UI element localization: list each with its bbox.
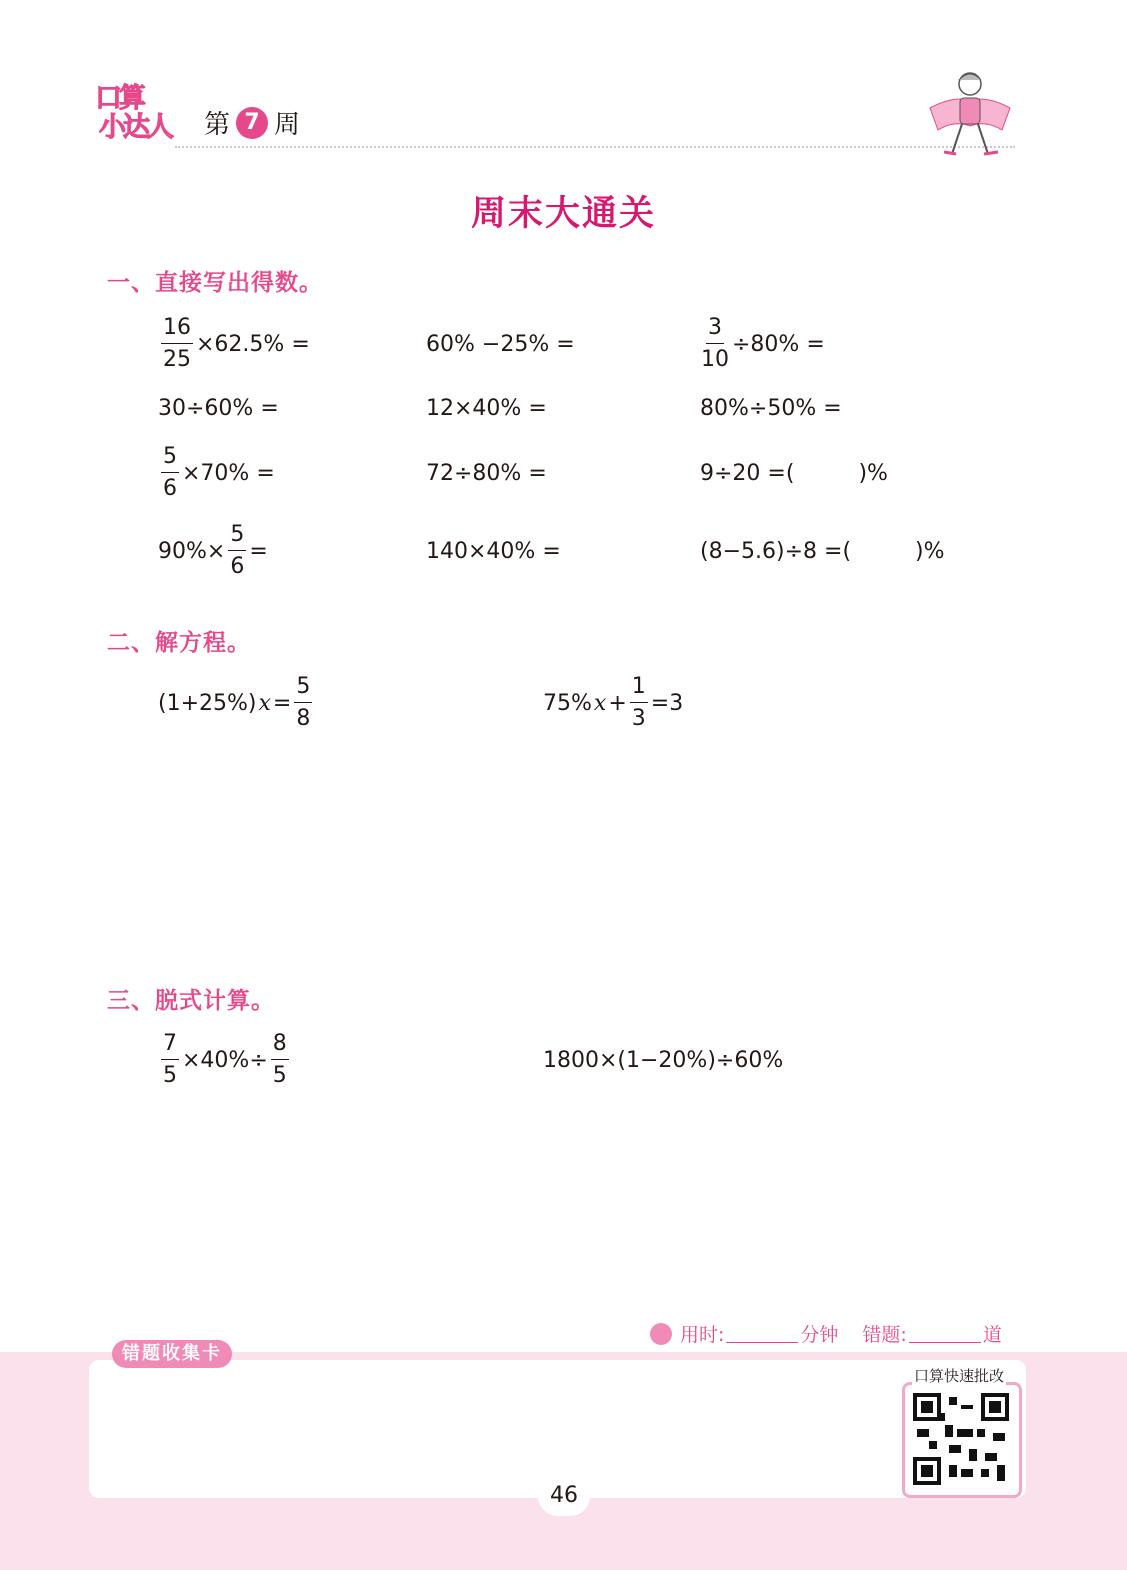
equation-operator: + [608,690,627,716]
fraction [630,676,648,730]
logo-line1: 口算 [95,83,143,114]
expression-text: = [249,538,268,564]
errors-label: 错题: [862,1324,907,1346]
problem-4-3 [700,521,945,581]
expression-text: 140×40% = [426,538,561,564]
fraction [161,1033,179,1087]
week-prefix: 第 [204,110,231,140]
expression-text: ÷80% = [732,331,825,357]
expression-head: 90%× [158,538,226,564]
expression-text: 9÷20 =( [700,460,795,486]
time-unit: 分钟 [800,1324,839,1346]
numerator: 5 [228,524,246,551]
expression-tail: )% [858,460,888,486]
expression-text: 30÷60% = [158,395,279,421]
fraction [161,317,193,371]
fraction [161,446,179,500]
calculation-2 [543,1030,783,1090]
expression-text: 60% −25% = [426,331,575,357]
problem-2-3 [700,378,842,438]
numerator: 5 [161,446,179,473]
fraction [228,524,246,578]
calculation-1 [158,1030,292,1090]
equation-tail: =3 [650,690,684,716]
week-number-badge: 7 [236,107,268,139]
numerator: 1 [630,676,648,703]
errors-unit: 道 [982,1324,1002,1346]
expression-text: ×70% = [182,460,275,486]
section3-heading: 三、脱式计算。 [107,988,275,1014]
fraction [701,317,729,371]
page-title: 周末大通关 [470,194,656,234]
denominator: 3 [631,706,646,731]
stopwatch-icon [650,1323,672,1345]
numerator: 7 [161,1033,179,1060]
time-label: 用时: [680,1324,725,1346]
qr-code-caption: 口算快速批改 [914,1367,1005,1385]
fraction [294,676,312,730]
equation-head: (1+25%) [158,690,257,716]
expression-text: 80%÷50% = [700,395,842,421]
problem-3-1 [158,443,275,503]
week-suffix: 周 [274,110,301,140]
numerator: 16 [161,317,193,344]
logo [95,84,179,150]
equation-1 [158,673,315,733]
qr-code-icon [913,1393,1009,1485]
expression-text: 72÷80% = [426,460,547,486]
error-card-label: 错题收集卡 [112,1340,232,1368]
qr-code-frame[interactable] [902,1382,1022,1498]
denominator: 8 [296,706,311,731]
problem-3-3 [700,443,888,503]
errors-input-line[interactable] [909,1324,981,1343]
denominator: 5 [272,1063,287,1088]
equation-2 [543,673,683,733]
denominator: 10 [701,347,729,372]
expression-text: 12×40% = [426,395,547,421]
denominator: 5 [163,1063,177,1088]
variable-x: x [258,690,271,716]
fraction [271,1033,289,1087]
denominator: 6 [230,554,245,579]
problem-1-3 [698,314,825,374]
problem-2-2 [426,378,547,438]
problem-3-2 [426,443,547,503]
expression-text: (8−5.6)÷8 =( [700,538,852,564]
problem-1-1 [158,314,310,374]
problem-4-2 [426,521,561,581]
superhero-mascot-icon [922,68,1018,160]
section1-heading: 一、直接写出得数。 [107,270,323,296]
time-input-line[interactable] [726,1324,798,1343]
problem-1-2 [426,314,575,374]
section2-heading: 二、解方程。 [107,630,251,656]
header-dotted-rule [175,146,1015,148]
denominator: 25 [163,347,191,372]
calculation-text: 1800×(1−20%)÷60% [543,1047,784,1073]
problem-2-1 [158,378,279,438]
problem-4-1 [158,521,268,581]
numerator: 8 [271,1033,289,1060]
equation-operator: = [272,690,292,716]
numerator: 5 [294,676,312,703]
denominator: 6 [163,476,177,501]
time-and-errors-row [650,1320,1002,1347]
equation-head: 75% [543,690,592,716]
expression-text: ×62.5% = [196,331,310,357]
variable-x: x [593,690,607,716]
calculation-middle: ×40%÷ [182,1047,268,1073]
expression-tail: )% [915,538,945,564]
page-number: 46 [538,1476,590,1516]
week-indicator [204,104,300,141]
logo-line2: 小达人 [99,112,171,143]
numerator: 3 [706,317,724,344]
